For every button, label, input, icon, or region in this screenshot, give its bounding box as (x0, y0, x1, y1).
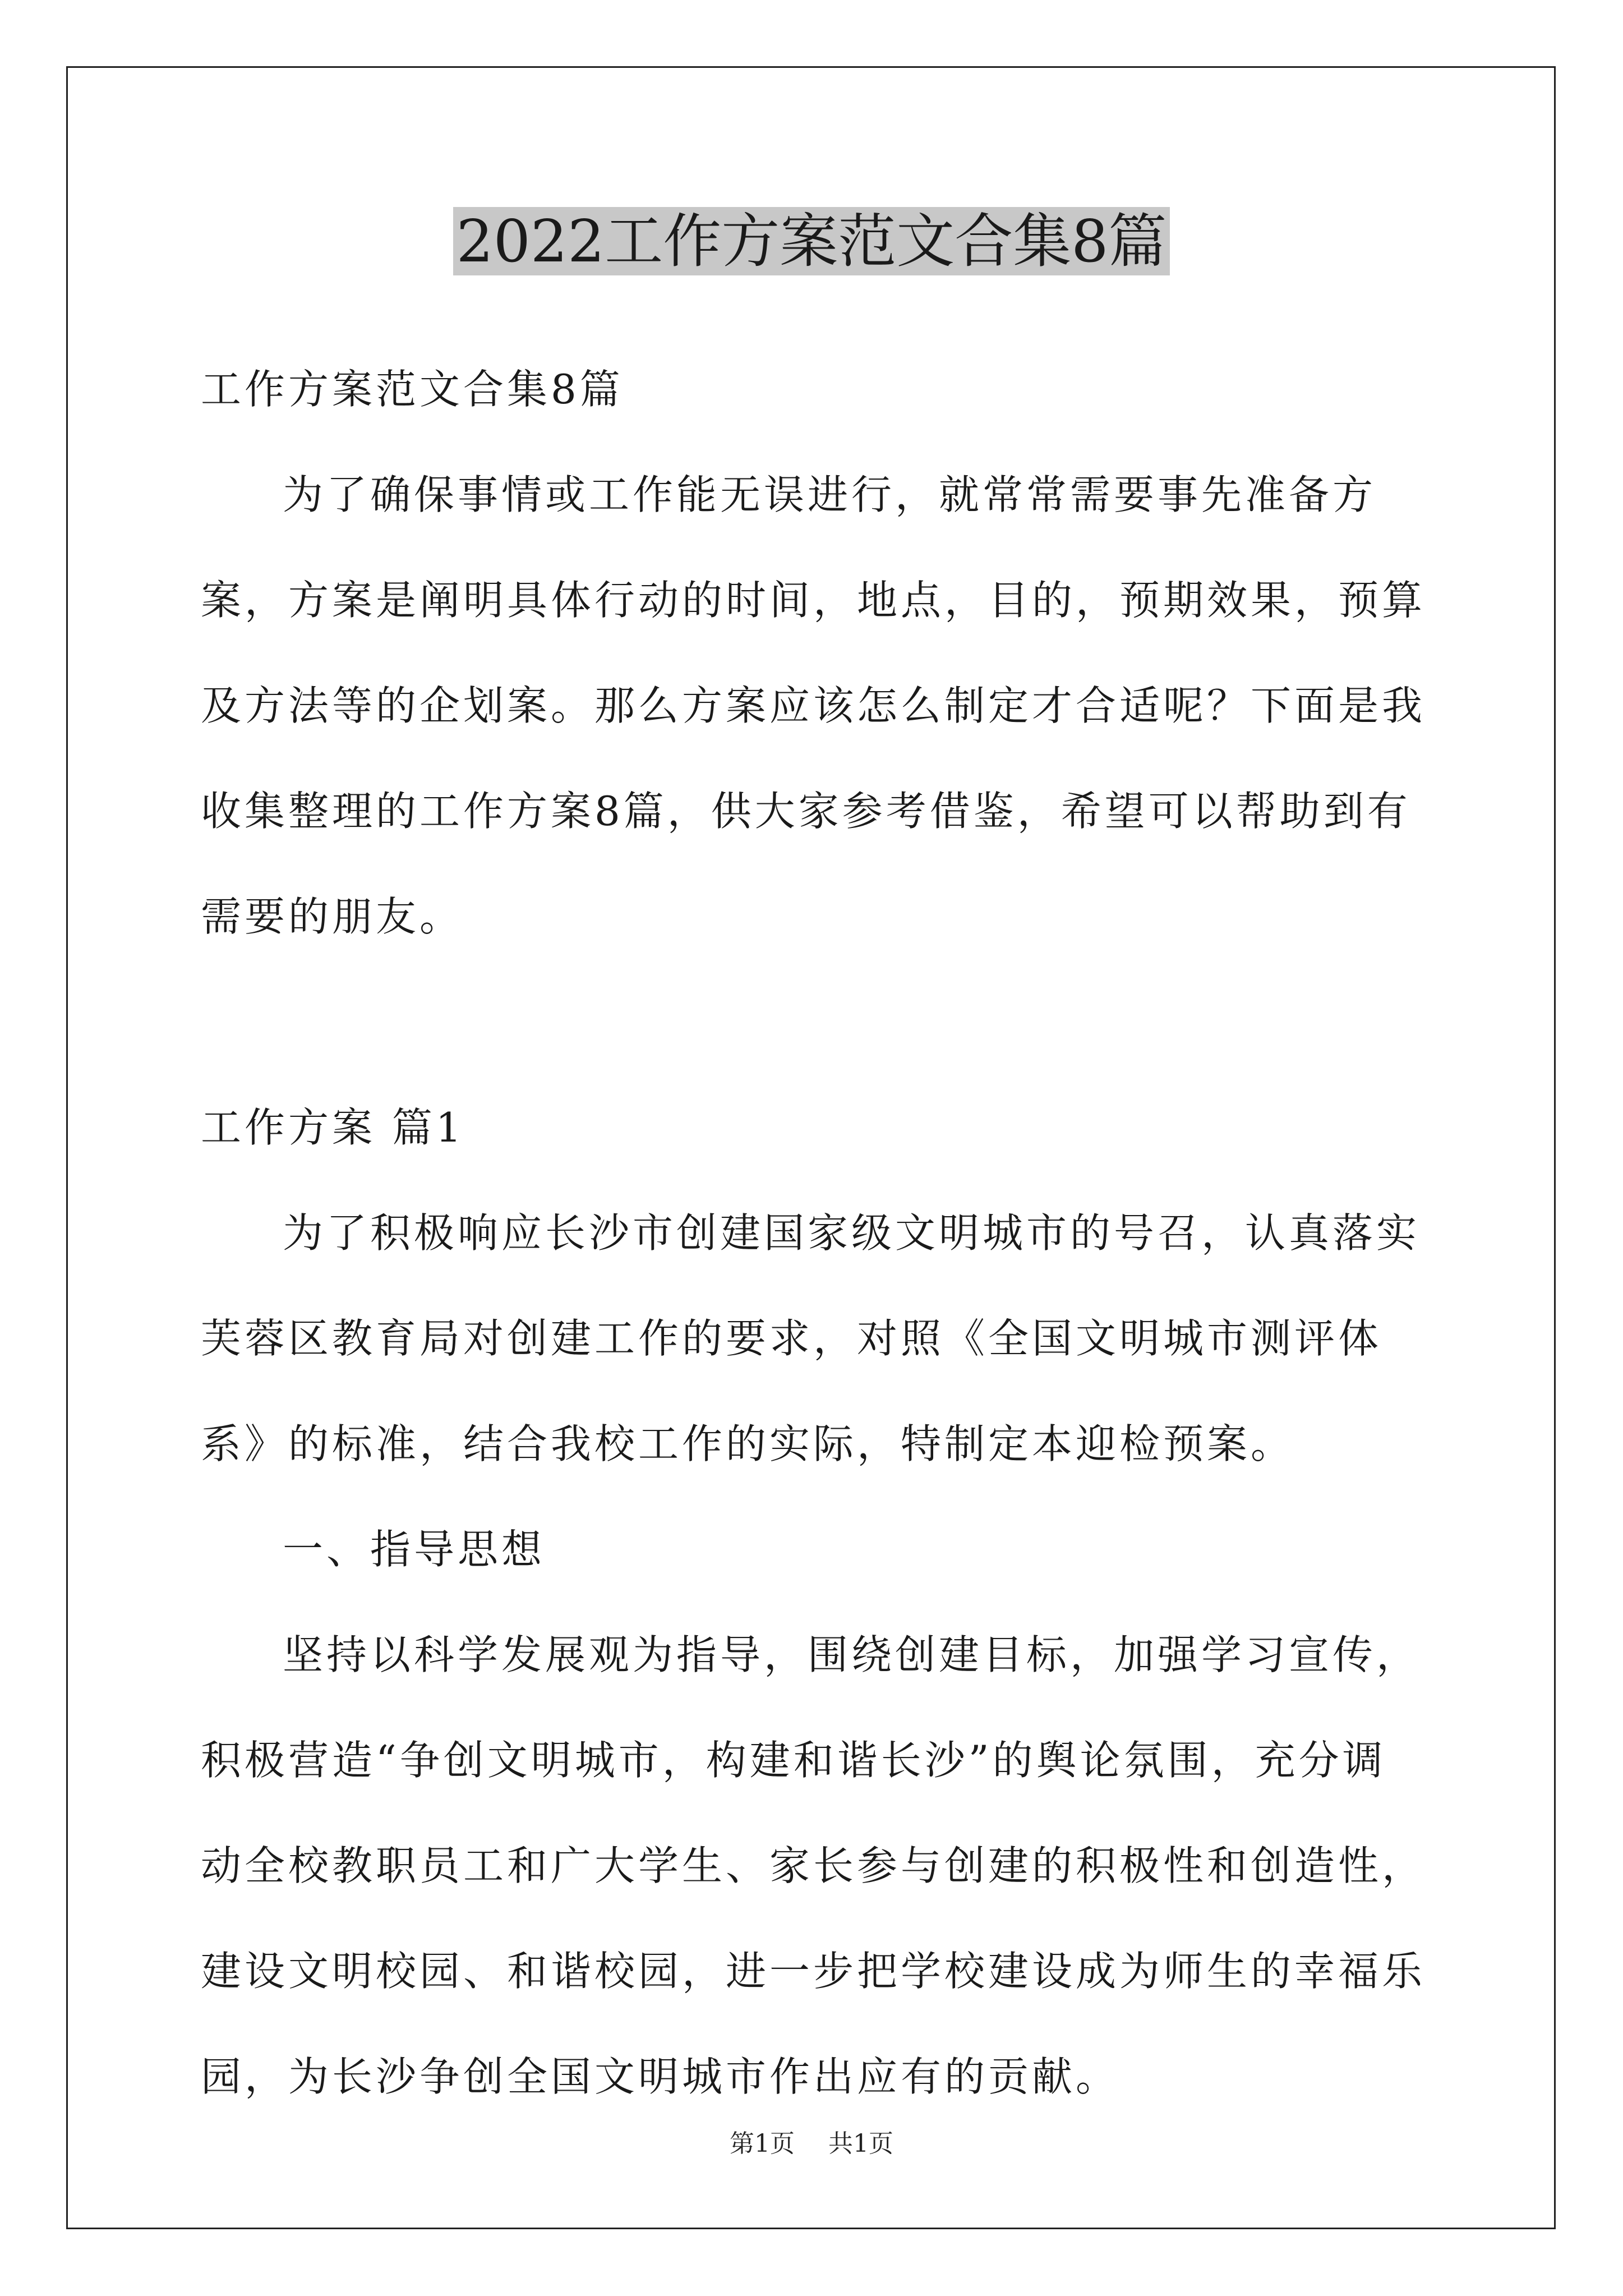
page-footer (0, 2127, 1623, 2161)
page-total: 共1页 (828, 2129, 893, 2158)
section-paragraph: 为了积极响应长沙市创建国家级文明城市的号召，认真落实芙蓉区教育局对创建工作的要求，对照《全国文明城市测评体系》的标准，结合我校工作的实际，特制定本迎检预案。 (201, 1209, 1421, 1467)
document-subtitle: 工作方案范文合集8篇 (201, 366, 624, 413)
subsection-heading: 一、指导思想 (283, 1526, 546, 1573)
intro-paragraph: 为了确保事情或工作能无误进行，就常常需要事先准备方案，方案是阐明具体行动的时间，地点，目的，预期效果，预算及方法等的企划案。那么方案应该怎么制定才合适呢？下面是我收集整理的工作方案8篇，供大家参考借鉴，希望可以帮助到有需要的朋友。 (201, 471, 1426, 940)
document-title-text: 2022工作方案范文合集8篇 (453, 207, 1170, 275)
section-spacer (201, 969, 1429, 1075)
section-paragraph: 坚持以科学发展观为指导，围绕创建目标，加强学习宣传，积极营造“争创文明城市，构建和谐长沙”的舆论氛围，充分调动全校教职员工和广大学生、家长参与创建的积极性和创造性，建设文明校园、和谐校园，进一步把学校建设成为师生的幸福乐园，为长沙争创全国文明城市作出应有的贡献。 (201, 1631, 1426, 2100)
page-number: 第1页 (730, 2129, 795, 2158)
document-title (0, 202, 1623, 280)
section-heading: 工作方案 篇1 (201, 1104, 465, 1151)
document-body (201, 337, 1429, 2129)
